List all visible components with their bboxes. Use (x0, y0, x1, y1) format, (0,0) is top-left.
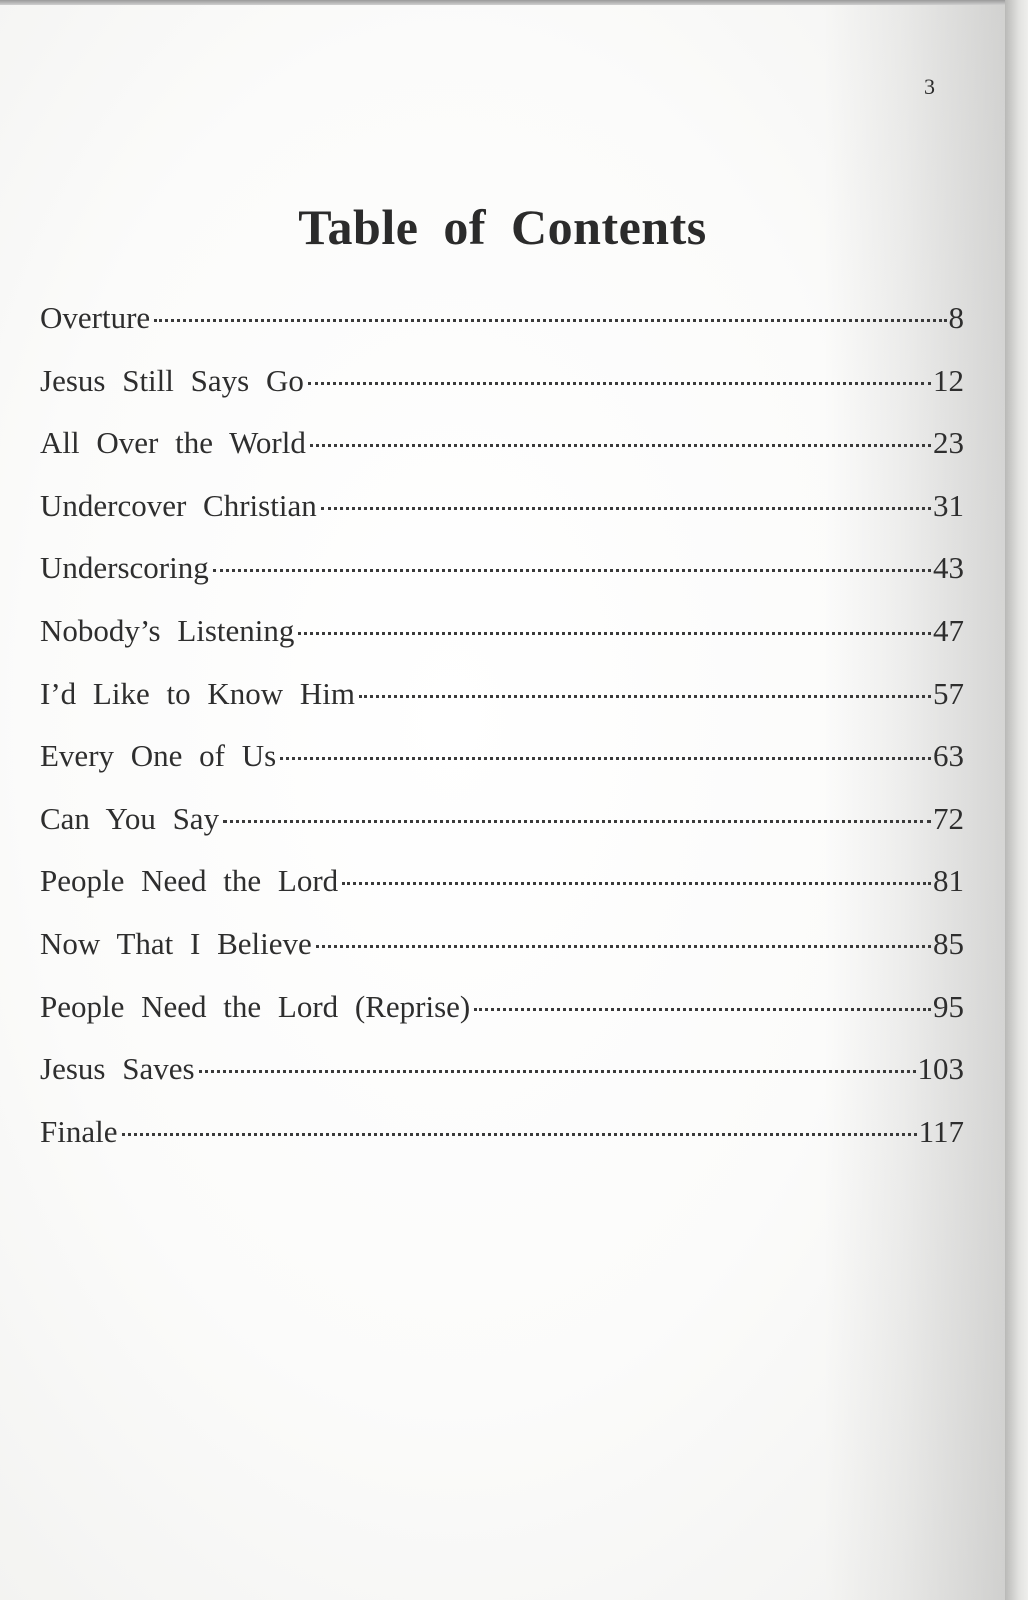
toc-entry-title: Overture (40, 300, 151, 335)
toc-entry[interactable] (40, 613, 964, 676)
toc-entry-title: Can You Say (40, 800, 220, 836)
page-title: Table of Contents (298, 199, 707, 255)
toc-entry-title: Every One of Us (40, 738, 277, 774)
toc-entry-page: 72 (933, 800, 964, 836)
toc-entry[interactable] (40, 1051, 964, 1114)
toc-entry-page: 31 (933, 487, 964, 523)
toc-entry-title: Now That I Believe (40, 925, 312, 961)
toc-entry-page: 103 (917, 1051, 964, 1087)
toc-entry[interactable] (40, 989, 964, 1052)
toc-entry[interactable] (40, 550, 964, 613)
toc-entry-title: Undercover Christian (40, 487, 317, 523)
toc-entry-page: 117 (918, 1113, 964, 1149)
toc-entry-title: People Need the Lord (40, 863, 339, 899)
toc-entry-page: 12 (933, 362, 964, 398)
toc-entry-page: 81 (933, 863, 964, 899)
toc-entry[interactable] (40, 1114, 964, 1177)
dot-leader (342, 882, 931, 885)
toc-entry-title: I’d Like to Know Him (40, 675, 355, 711)
dot-leader (154, 319, 946, 322)
toc-entry[interactable] (40, 425, 964, 488)
toc-entry-title: All Over the World (40, 425, 306, 461)
toc-entry[interactable] (40, 801, 964, 864)
table-of-contents (40, 300, 964, 1176)
page-top-edge (0, 0, 1005, 5)
dot-leader (213, 569, 931, 572)
toc-entry-page: 23 (933, 425, 964, 461)
toc-entry-page: 8 (948, 300, 964, 335)
dot-leader (280, 757, 931, 760)
toc-entry-title: People Need the Lord (Reprise) (40, 988, 471, 1024)
dot-leader (122, 1133, 917, 1136)
toc-entry[interactable] (40, 488, 964, 551)
dot-leader (310, 444, 931, 447)
dot-leader (298, 632, 931, 635)
toc-entry-title: Finale (40, 1113, 118, 1149)
toc-entry-page: 95 (933, 988, 964, 1024)
dot-leader (199, 1070, 916, 1073)
dot-leader (308, 382, 931, 385)
page-number: 3 (924, 74, 935, 99)
dot-leader (359, 695, 931, 698)
toc-entry-title: Underscoring (40, 550, 209, 586)
toc-entry-page: 47 (933, 612, 964, 648)
toc-entry[interactable] (40, 863, 964, 926)
toc-entry-page: 85 (933, 925, 964, 961)
dot-leader (474, 1008, 931, 1011)
toc-entry-page: 57 (933, 675, 964, 711)
toc-entry[interactable] (40, 676, 964, 739)
toc-entry[interactable] (40, 926, 964, 989)
toc-entry-title: Nobody’s Listening (40, 612, 295, 648)
scan-background-strip (1005, 0, 1028, 1600)
toc-entry[interactable] (40, 363, 964, 426)
toc-entry[interactable] (40, 738, 964, 801)
dot-leader (223, 820, 931, 823)
toc-entry-title: Jesus Saves (40, 1051, 195, 1087)
toc-entry-page: 63 (933, 738, 964, 774)
toc-entry-title: Jesus Still Says Go (40, 362, 304, 398)
toc-entry-page: 43 (933, 550, 964, 586)
dot-leader (321, 507, 931, 510)
dot-leader (316, 945, 931, 948)
toc-entry[interactable] (40, 300, 964, 363)
